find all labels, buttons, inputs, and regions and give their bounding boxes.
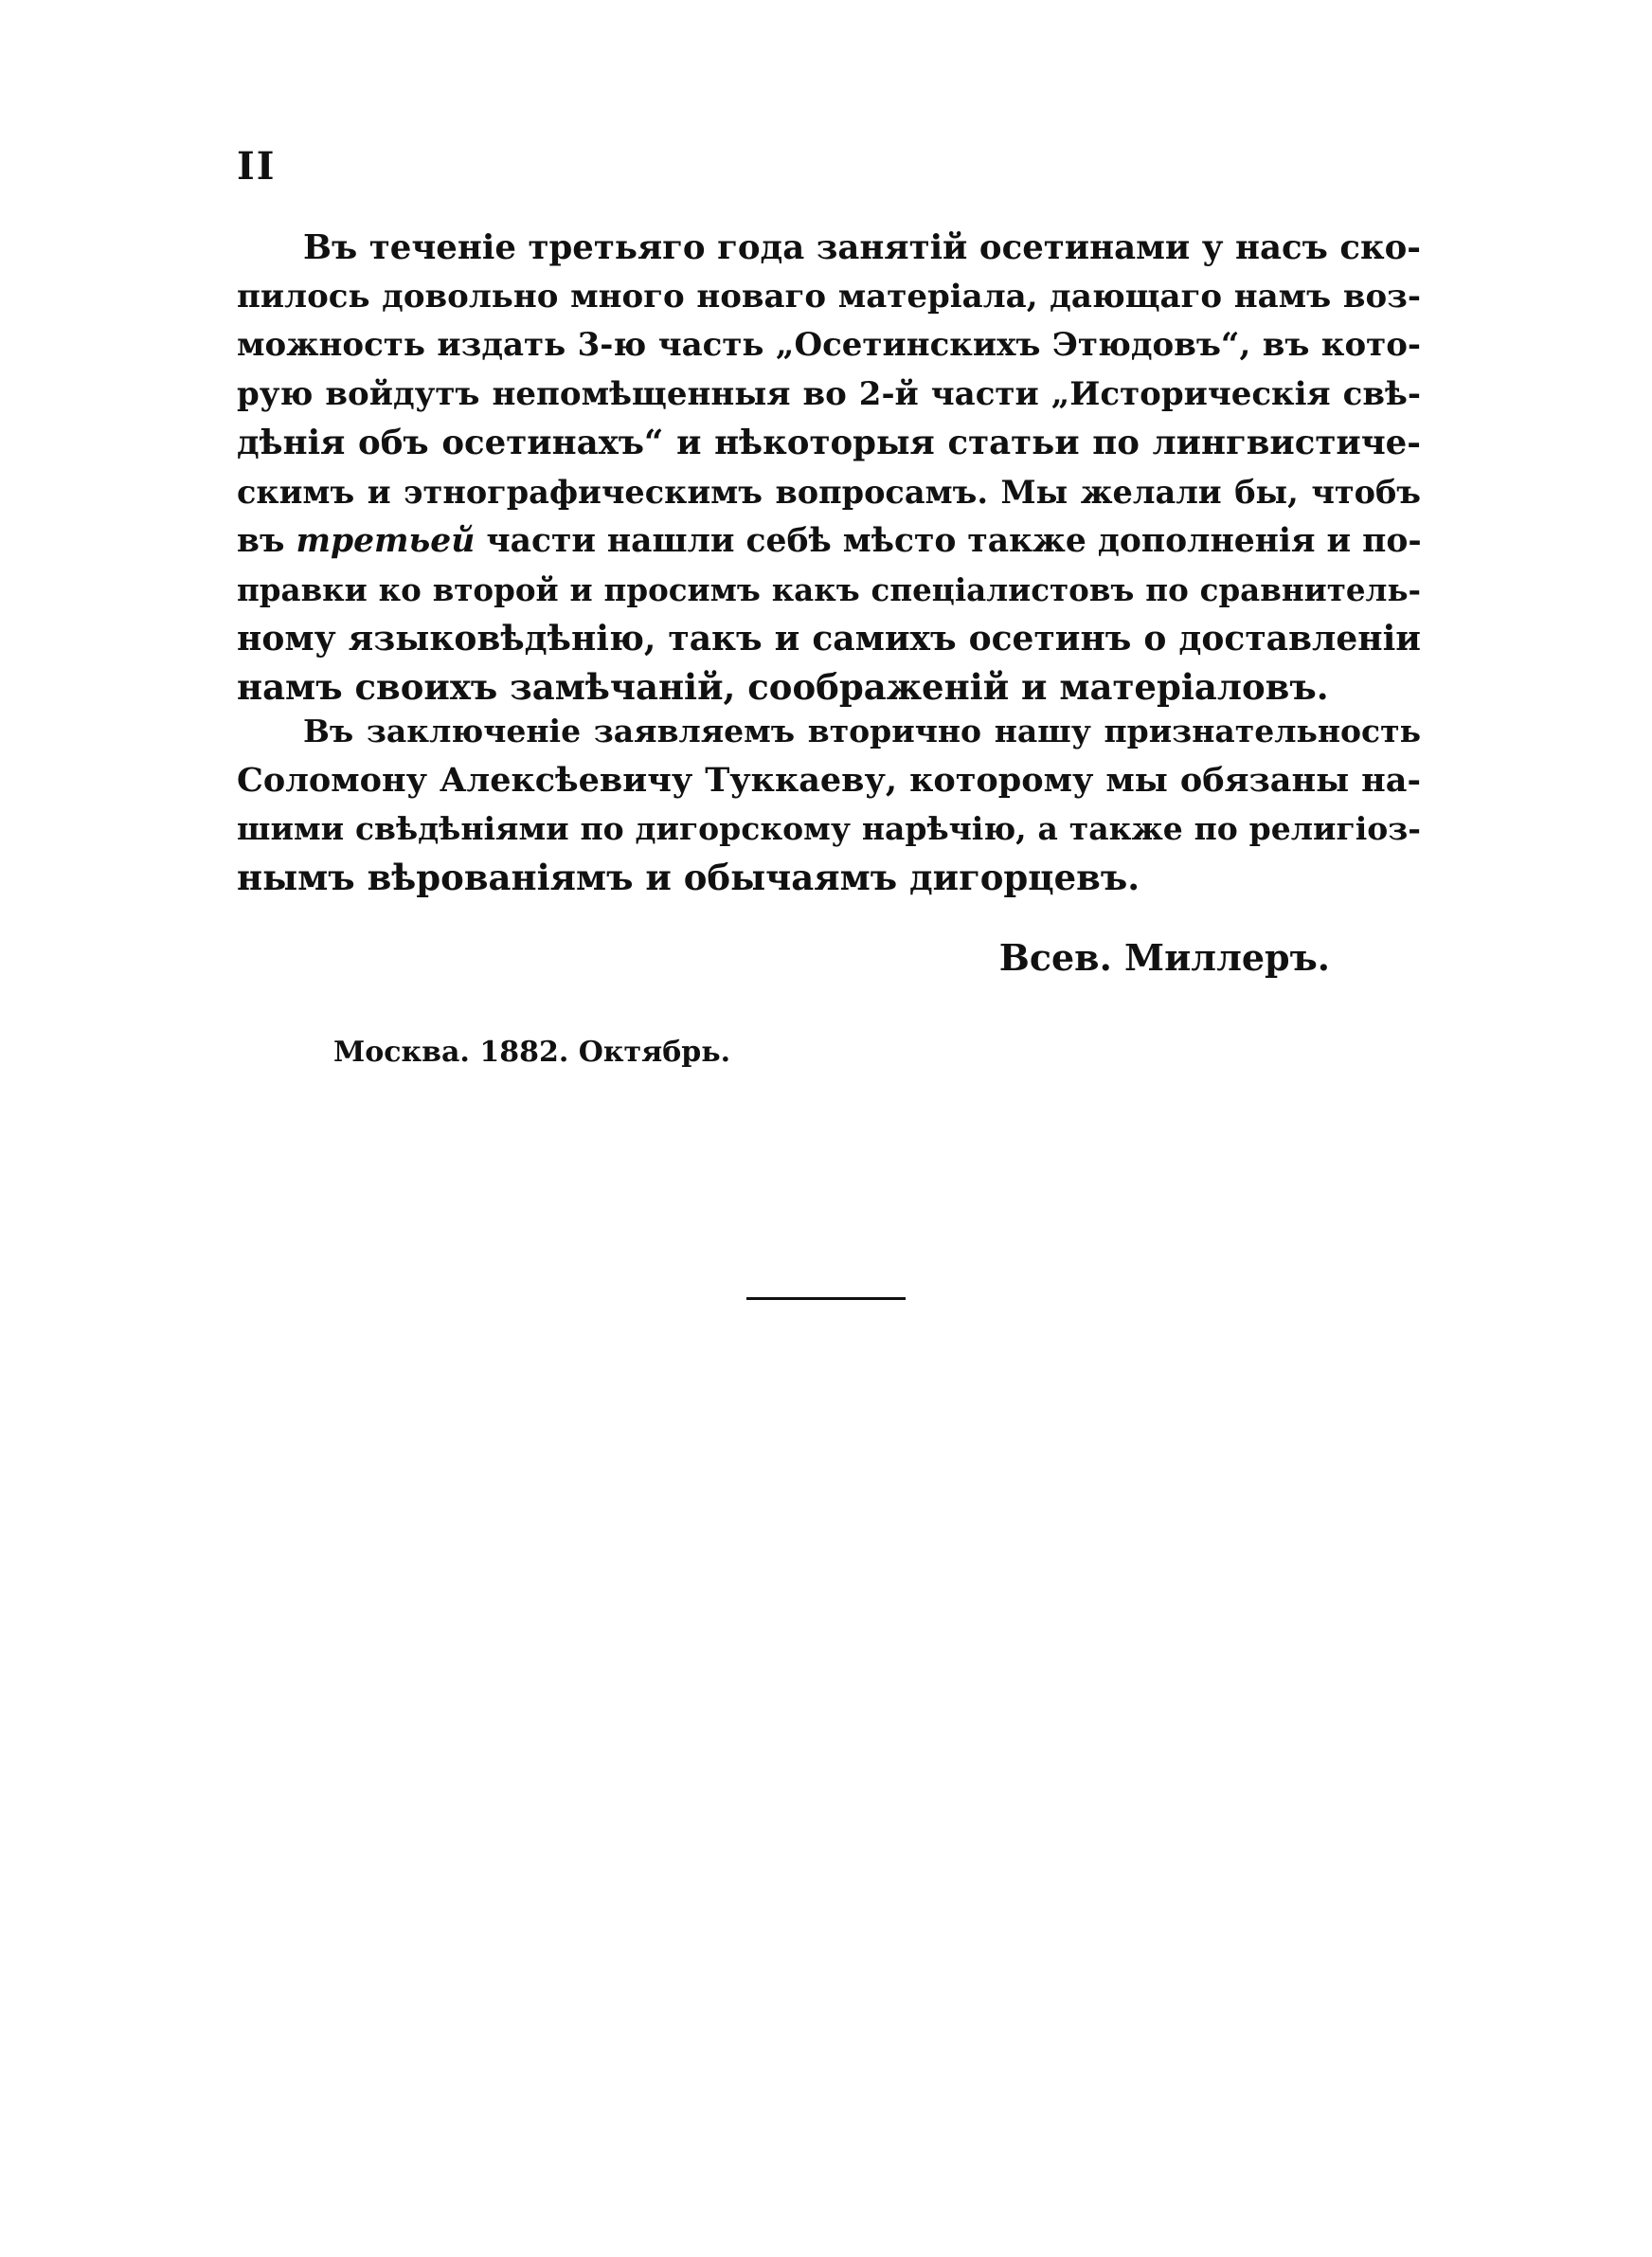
text-line: Въ теченіе третьяго года занятій осетинами у насъ ско- bbox=[303, 228, 1421, 267]
text-line-with-italic bbox=[237, 517, 1421, 567]
text-line: ному языковѣдѣнію, такъ и самихъ осетинъ о доставленіи bbox=[237, 618, 1421, 659]
place-date: Москва. 1882. Октябрь. bbox=[333, 1036, 731, 1069]
text-segment: части нашли себѣ мѣсто также дополненія и по- bbox=[475, 521, 1422, 560]
author-signature: Всев. Миллеръ. bbox=[998, 936, 1330, 979]
text-line: нымъ вѣрованіямъ и обычаямъ дигорцевъ. bbox=[237, 856, 1140, 898]
page-number: II bbox=[237, 144, 277, 189]
text-line: можность издать 3-ю часть „Осетинскихъ Этюдовъ“, въ кото- bbox=[237, 326, 1421, 365]
text-line: шими свѣдѣніями по дигорскому нарѣчію, а также по религіоз- bbox=[237, 810, 1421, 848]
closing-rule bbox=[746, 1297, 906, 1300]
preface-paragraph-2 bbox=[237, 707, 1421, 902]
text-line: пилось довольно много новаго матеріала, дающаго намъ воз- bbox=[237, 277, 1421, 316]
preface-paragraph-1 bbox=[237, 224, 1421, 713]
text-line: намъ своихъ замѣчаній, соображеній и матеріаловъ. bbox=[237, 666, 1329, 709]
text-line: дѣнія объ осетинахъ“ и нѣкоторыя статьи по лингвистиче- bbox=[237, 424, 1421, 463]
italic-word: третьей bbox=[296, 521, 476, 560]
text-segment: въ bbox=[237, 521, 296, 560]
text-line: Соломону Алексѣевичу Туккаеву, которому мы обязаны на- bbox=[237, 760, 1421, 800]
text-line: Въ заключеніе заявляемъ вторично нашу признательность bbox=[303, 713, 1421, 749]
text-line: рую войдутъ непомѣщенныя во 2-й части „Историческія свѣ- bbox=[237, 374, 1421, 413]
text-line: скимъ и этнографическимъ вопросамъ. Мы желали бы, чтобъ bbox=[237, 473, 1421, 511]
text-line: правки ко второй и просимъ какъ спеціалистовъ по сравнитель- bbox=[237, 571, 1421, 609]
